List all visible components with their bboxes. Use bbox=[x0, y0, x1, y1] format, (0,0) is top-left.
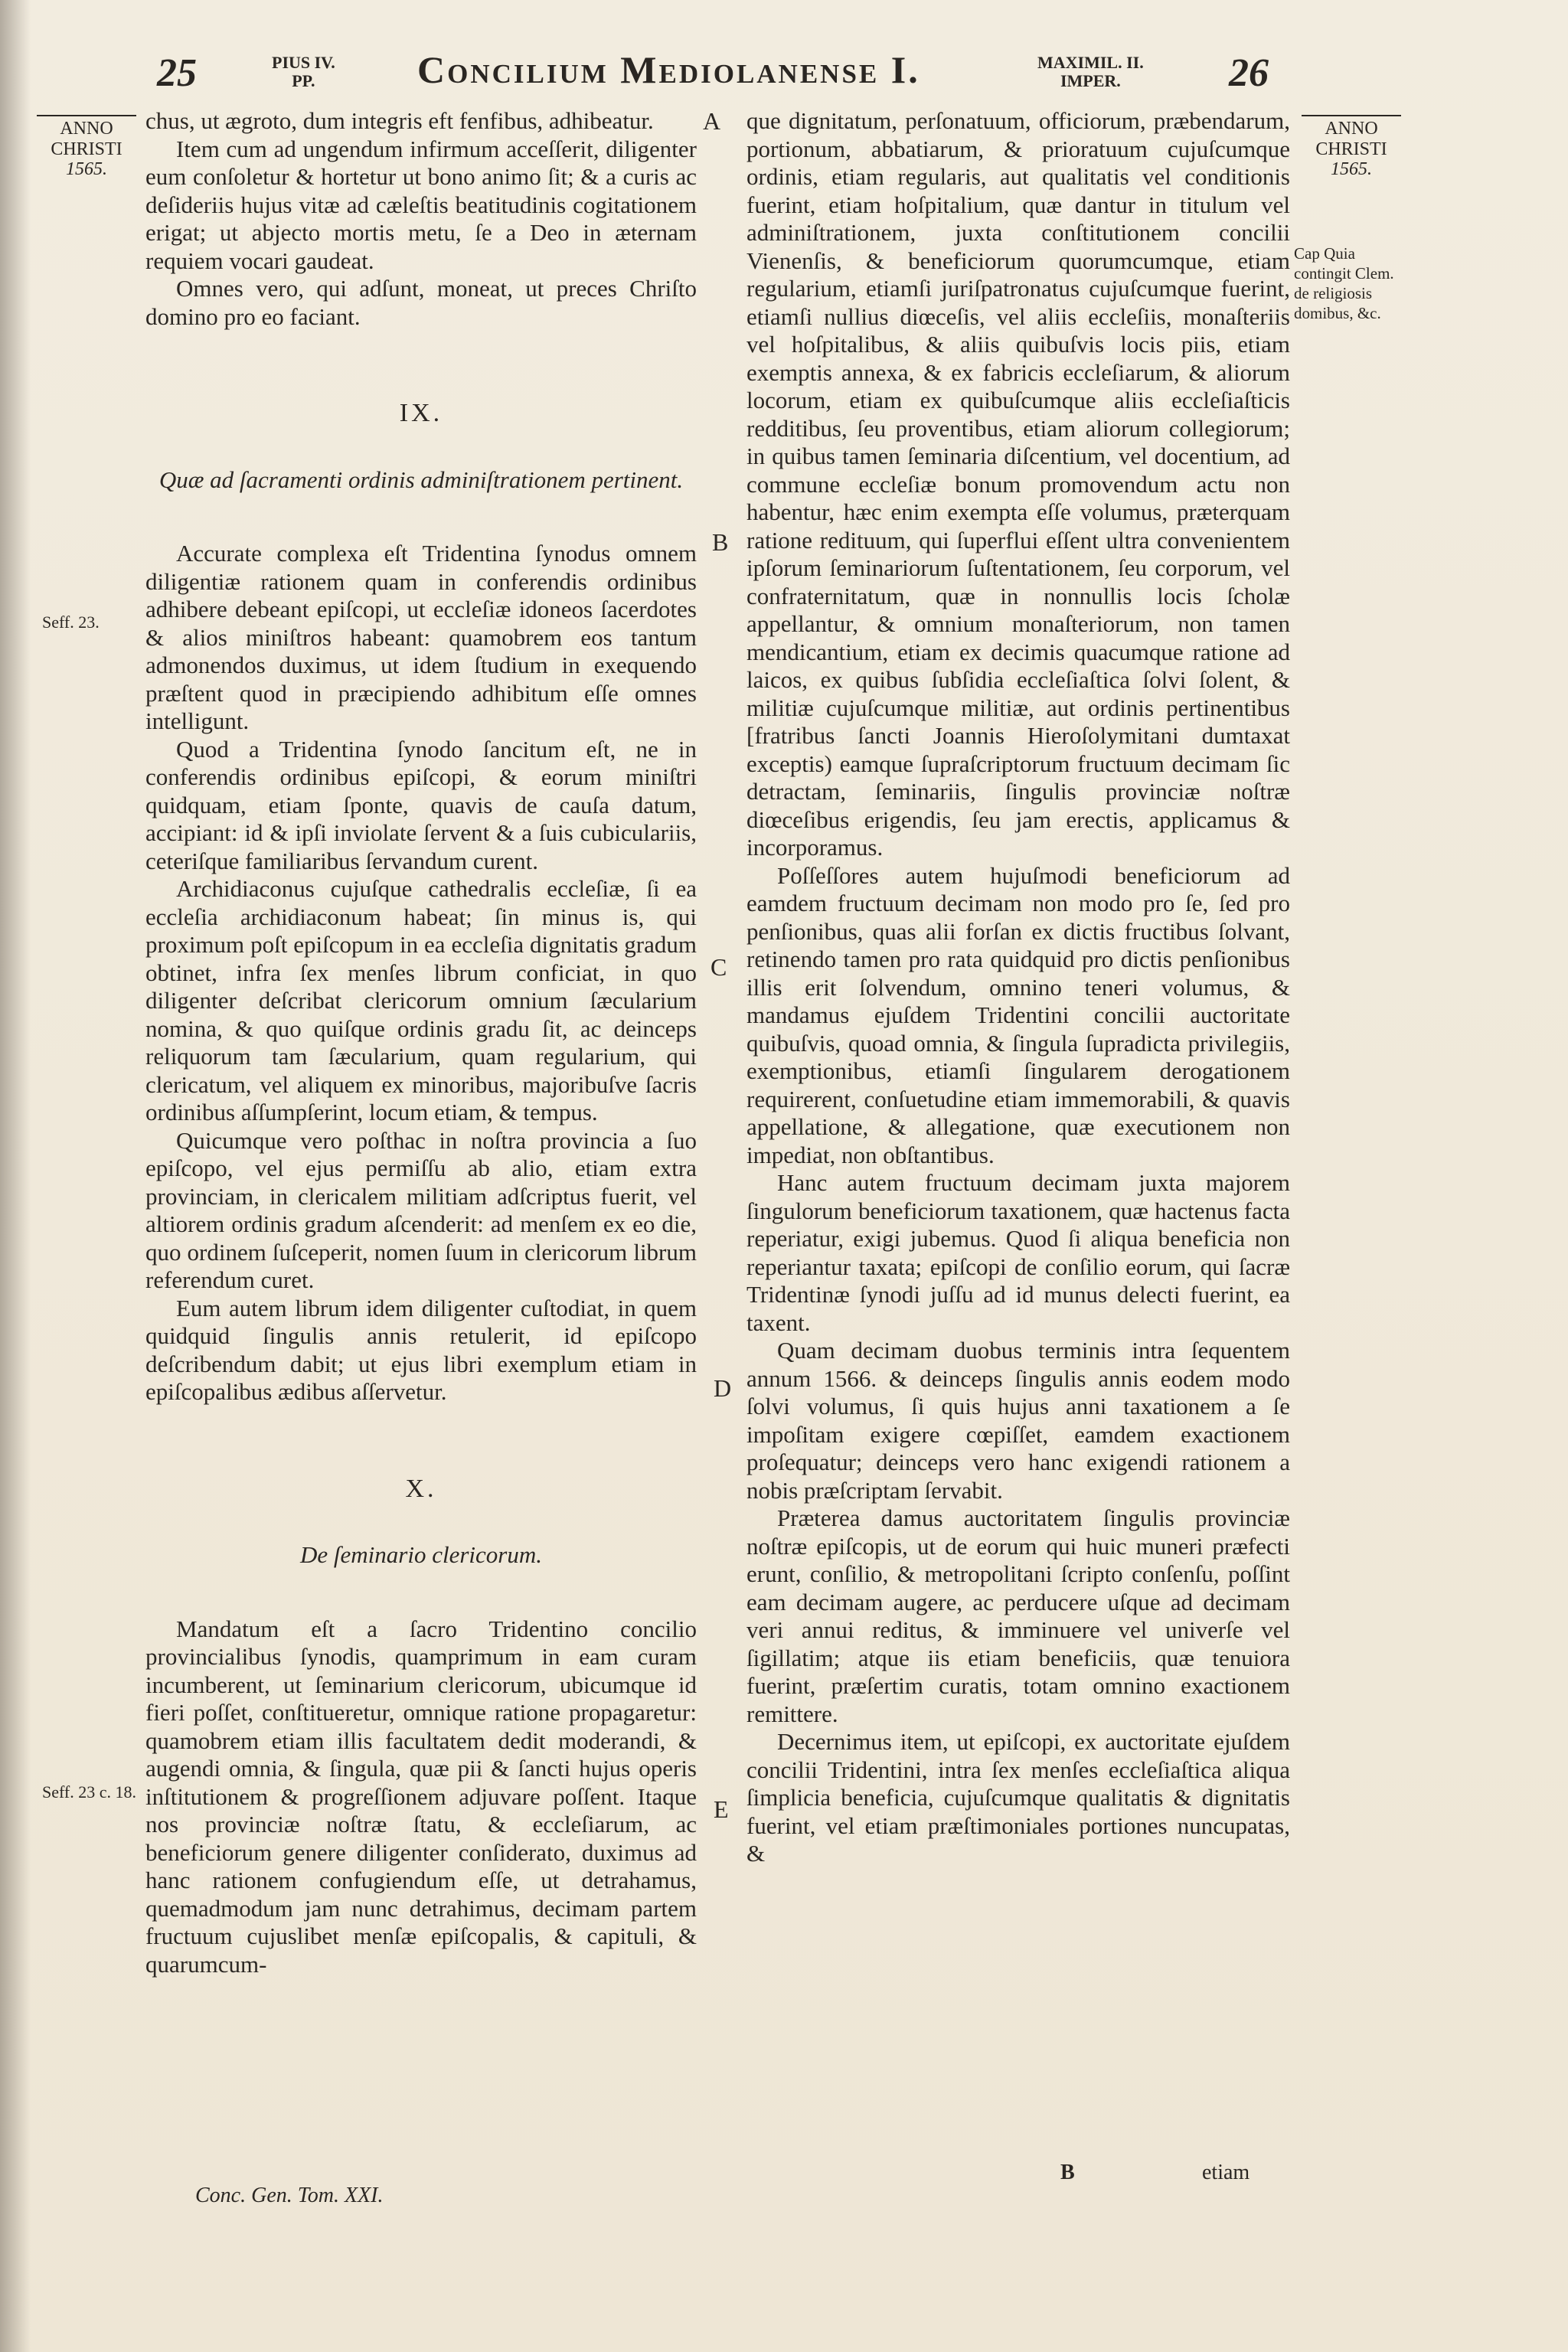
catch-signature: B bbox=[1060, 2161, 1075, 2184]
paragraph: Quam decimam duobus terminis intra ſequentem annum 1566. & deinceps ſingulis annis eodem modo ſolvi volumus, ſi quis hujus anni taxationem a ſe impoſitam exigere cœpiſſet, eamdem exactionem proſequatur; deinceps vero hanc exigendi rationem a nobis præſcriptam ſervabit. bbox=[746, 1337, 1290, 1504]
paragraph: que dignitatum, perſonatuum, officiorum, præbendarum, portionum, abbatiarum, & prioratuum cujuſcumque ordinis, etiam regularis, aut qualitatis vel conditionis fuerint, etiam hoſpitalium, quæ dantur in titulum vel adminiſtrationem, juxta conſtitutionem concilii Vienenſis, & beneficiorum quorumcumque, etiam regularium, etiamſi juriſpatronatus cujuſcumque fuerint, etiamſi nullius diœceſis, vel aliis eccleſiis, monaſteriis vel hoſpitalibus, & aliis quibuſvis locis piis, etiam exemptis annexa, & ex fabricis eccleſiarum, & aliorum locorum, etiam ex quibuſcumque aliis eccleſiaſticis redditibus, ſeu proventibus, etiam aliorum collegiorum; in quibus tamen ſeminaria diſcentium, vel docentium, ad commune eccleſiæ bonum promovendum actu non habentur, hæc enim exempta eſſe volumus, præterquam ratione redituum, qui ſuperflui eſſent ultra convenientem ipſorum ſeminariorum ſuſtentationem, ſeu corporum, vel confraternitatum, quæ in nonnullis locis ſcholæ appellantur, & omnium monaſteriorum, non tamen mendicantium, etiam ex decimis quacumque ratione ad laicos, ex quibus ſubſidia eccleſiaſtica ſolvi ſolent, & militiæ cujuſcumque militiæ, aut ordinis pertinentibus [fratribus ſancti Joannis Hieroſolymitani dumtaxat exceptis) eamque ſupraſcriptorum fructuum decimam ſic detractam, ſeminariis, ſingulis provinciæ noſtræ diœceſibus erigendis, ſeu jam erectis, applicamus & incorporamus. bbox=[746, 107, 1290, 861]
paragraph: Mandatum eſt a ſacro Tridentino concilio provincialibus ſynodis, quamprimum in eam curam incumberent, ut ſeminarium clericorum, ubicumque id fieri poſſet, conſtitueretur, omnique ratione propagaretur: quamobrem etiam illis facultatem dedit moderandi, & augendi omnia, & ſingula, quæ pii & ſancti hujus operis inſtitutionem & progreſſionem adjuvare poſſent. Itaque nos provinciæ noſtræ ſtatu, & eccleſiarum, ac beneficiorum genere diligenter conſiderato, duximus ad hanc rationem confugiendum eſſe, ut detrahamus, quemadmodum jam nunc detrahimus, decimam partem fructuum cujuslibet menſæ epiſcopalis, & capituli, & quarumcum- bbox=[145, 1615, 697, 1978]
right-column bbox=[746, 107, 1290, 1868]
emperor-name: MAXIMIL. II. bbox=[1037, 53, 1144, 72]
year-label: 1565. bbox=[66, 159, 107, 179]
session-note-2: Seff. 23 c. 18. bbox=[42, 1782, 137, 1802]
paragraph: Archidiaconus cujuſque cathedralis eccleſiæ, ſi ea eccleſia archidiaconum habeat; ſin minus is, qui proximum poſt epiſcopum in ea eccleſia dignitatis gradum obtinet, infra ſex menſes librum conficiat, in quo diligenter deſcribat clericorum omnium ſæcularium nomina, & quo quiſque ordinis gradu ſit, ac deinceps reliquorum tam ſæcularium, quam regularium, qui clericatum, vel aliquem ex minoribus, majoribuſve ſacris ordinibus aſſumpſerint, locum etiam, & tempus. bbox=[145, 875, 697, 1125]
anno-label: ANNO bbox=[37, 115, 136, 139]
section-letter-a: A bbox=[703, 107, 721, 135]
page-number-right: 26 bbox=[1229, 51, 1269, 95]
paragraph: Poſſeſſores autem hujuſmodi beneficiorum ad eamdem fructuum decimam non modo pro ſe, ſed pro penſionibus, quas alii forſan ex dictis fructibus ſolvant, retinendo tamen pro rata quidquid pro dictis penſionibus illis erit ſolvendum, omnino teneri volumus, & mandamus ejuſdem Tridentini concilii auctoritate quibuſvis, quoad omnia, & ſingula ſupradicta privilegiis, exemptionibus, etiamſi ſingularem derogationem requirerent, conſuetudine etiam immemorabili, & quavis appellatione, & allegatione, quæ executionem non impediat, non obſtantibus. bbox=[746, 861, 1290, 1168]
year-label: 1565. bbox=[1331, 159, 1372, 179]
pope-title: PP. bbox=[292, 71, 315, 90]
paragraph: Eum autem librum idem diligenter cuſtodiat, in quem quidquid ſingulis annis retulerit, id epiſcopo deſcribendum dabit; ut ejus libri exemplum etiam in epiſcopalibus ædibus aſſervetur. bbox=[145, 1294, 697, 1405]
paragraph: Item cum ad ungendum infirmum acceſſerit, diligenter eum conſoletur & hortetur ut bono animo ſit; & a curis ac deſideriis hujus vitæ ad cæleſtis beatitudinis cogitationem erigat; ut abjecto mortis metu, ſe a Deo in æternam requiem vocari gaudeat. bbox=[145, 135, 697, 274]
paragraph: Omnes vero, qui adſunt, moneat, ut preces Chriſto domino pro eo faciant. bbox=[145, 275, 697, 330]
running-title: Concilium Mediolanense I. bbox=[417, 48, 920, 91]
anno-christi-right bbox=[1302, 115, 1401, 179]
left-column bbox=[145, 107, 697, 1978]
section-letter-d: D bbox=[714, 1374, 732, 1402]
paragraph: Quod a Tridentina ſynodo ſancitum eſt, ne in conferendis ordinibus epiſcopi, & eorum miniſtri quidquam, etiam ſponte, quavis de cauſa datum, accipiant: id & ipſi inviolate ſervent & a ſuis cubiculariis, ceteriſque familiaribus ſervandum curent. bbox=[145, 735, 697, 874]
emperor-label bbox=[1037, 54, 1144, 90]
signature-footer: Conc. Gen. Tom. XXI. bbox=[195, 2184, 384, 2207]
paragraph: Decernimus item, ut epiſcopi, ex auctoritate ejuſdem concilii Tridentini, intra ſex menſes eccleſiaſtica aliqua ſimplicia beneficia, cujuſcumque qualitatis & dignitatis fuerint, vel etiam præſtimoniales portiones nuncupatas, & bbox=[746, 1728, 1290, 1867]
christi-label: CHRISTI bbox=[1315, 139, 1387, 159]
anno-label: ANNO bbox=[1302, 115, 1401, 139]
paragraph: chus, ut ægroto, dum integris eft fenfibus, adhibeatur. bbox=[145, 107, 654, 134]
cap-note: Cap Quia contingit Clem. de religiosis domibus, &c. bbox=[1294, 244, 1394, 322]
catchword: etiam bbox=[1202, 2161, 1250, 2184]
christi-label: CHRISTI bbox=[51, 139, 122, 159]
section-letter-e: E bbox=[714, 1795, 729, 1823]
section-heading-x: X. bbox=[405, 1474, 437, 1503]
paragraph: Quicumque vero poſthac in noſtra provincia a ſuo epiſcopo, vel ejus permiſſu ab alio, etiam extra provinciam, in clericalem militiam adſcriptus fuerit, vel altiorem ordinis gradum aſcenderit: ad menſem ex eo die, quo ordinem ſuſceperit, nomen ſuum in clericorum librum referendum curet. bbox=[145, 1126, 697, 1293]
paragraph: Accurate complexa eſt Tridentina ſynodus omnem diligentiæ rationem quam in conferendis ordinibus adhibere debeant epiſcopi, ut eccleſiæ idoneos ſacerdotes & alios miniſtros habeant: quamobrem eos tantum admonendos duximus, ut idem ſtudium in exequendo præſtent quod in præcipiendo adhibitum eſſe omnes intelligunt. bbox=[145, 540, 697, 734]
section-subtitle-x: De ſeminario clericorum. bbox=[300, 1541, 542, 1568]
emperor-title: IMPER. bbox=[1060, 71, 1121, 90]
section-heading-ix: IX. bbox=[399, 399, 443, 427]
page-number-left: 25 bbox=[157, 51, 197, 95]
section-letter-c: C bbox=[710, 953, 727, 981]
pope-name: PIUS IV. bbox=[272, 53, 335, 72]
session-note-1: Seff. 23. bbox=[42, 612, 100, 632]
paragraph: Præterea damus auctoritatem ſingulis provinciæ noſtræ epiſcopis, ut de eorum qui huic muneri præfecti erunt, conſilio, & metropolitani ſcripto conſenſu, poſſint eam decimam augere, ac perducere uſque ad decimam veri annui reditus, & imminuere vel univerſe vel ſigillatim; atque iis etiam beneficiis, quæ tenuiora fuerint, præſertim curatis, totam omnino exactionem remittere. bbox=[746, 1504, 1290, 1727]
anno-christi-left bbox=[37, 115, 136, 179]
section-subtitle-ix: Quæ ad ſacramenti ordinis adminiſtrationem pertinent. bbox=[158, 466, 684, 493]
paragraph: Hanc autem fructuum decimam juxta majorem ſingulorum beneficiorum taxationem, quæ hactenus facta reperiatur, exigi jubemus. Quod ſi aliqua beneficia non reperiantur taxata; epiſcopi de conſilio eorum, qui ſacræ Tridentinæ ſynodi juſſu ad id munus delecti fuerint, ea taxent. bbox=[746, 1169, 1290, 1336]
section-letter-b: B bbox=[712, 528, 729, 556]
pope-label bbox=[272, 54, 335, 90]
